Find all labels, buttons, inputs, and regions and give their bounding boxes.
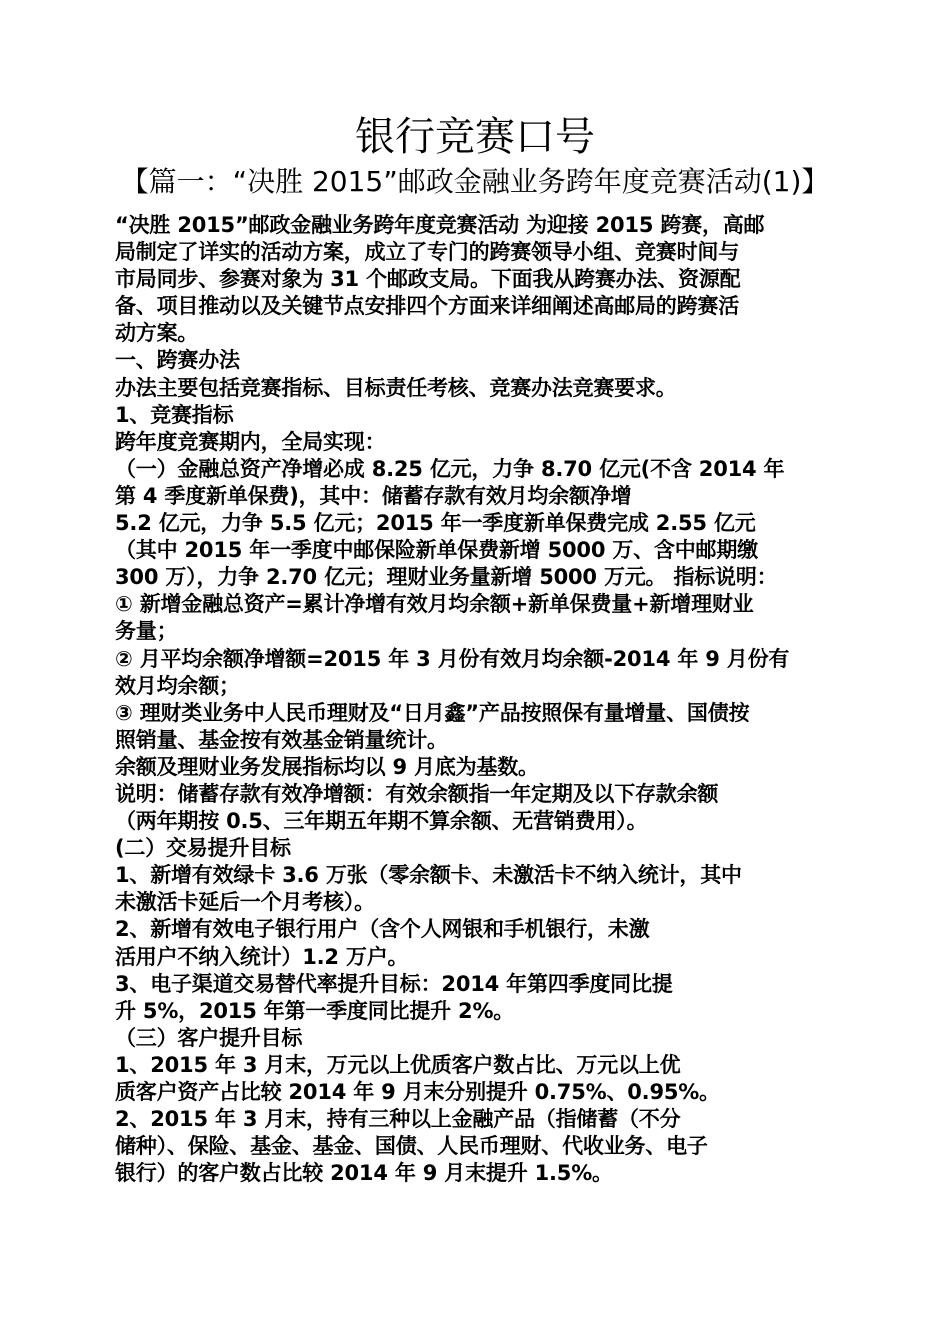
paragraph-line: 1、竞赛指标	[115, 402, 234, 427]
paragraph-line: 储种）、保险、基金、基金、国债、人民币理财、代收业务、电子	[115, 1134, 708, 1159]
paragraph-line: 市局同步、参赛对象为 31 个邮政支局。下面我从跨赛办法、资源配	[115, 267, 741, 292]
paragraph-line: ② 月平均余额净增额=2015 年 3 月份有效月均余额-2014 年 9 月份有	[115, 646, 790, 671]
paragraph-line: 跨年度竞赛期内，全局实现：	[115, 429, 386, 454]
paragraph-line: 余额及理财业务发展指标均以 9 月底为基数。	[115, 754, 539, 779]
paragraph-line: 备、项目推动以及关键节点安排四个方面来详细阐述高邮局的跨赛活	[115, 294, 739, 319]
paragraph-line: 照销量、基金按有效基金销量统计。	[115, 727, 448, 752]
paragraph-line: 银行）的客户数占比较 2014 年 9 月末提升 1.5%。	[115, 1161, 613, 1186]
paragraph-line: 说明：储蓄存款有效净增额：有效余额指一年定期及以下存款余额	[115, 781, 719, 806]
paragraph-line: 第 4 季度新单保费)，其中：储蓄存款有效月均余额净增	[115, 483, 632, 508]
paragraph-line: （其中 2015 年一季度中邮保险新单保费新增 5000 万、含中邮期缴	[115, 538, 758, 563]
paragraph-line: 3、电子渠道交易替代率提升目标：2014 年第四季度同比提	[115, 971, 673, 996]
paragraph-line: 300 万），力争 2.70 亿元；理财业务量新增 5000 万元。 指标说明：	[115, 565, 778, 590]
paragraph-line: （一）金融总资产净增必成 8.25 亿元，力争 8.70 亿元(不含 2014 年	[115, 456, 785, 481]
paragraph-line: 质客户资产占比较 2014 年 9 月末分别提升 0.75%、0.95%。	[115, 1080, 720, 1104]
paragraph-line: ① 新增金融总资产=累计净增有效月均余额+新单保费量+新增理财业	[115, 592, 754, 617]
paragraph-line: 务量；	[115, 619, 178, 644]
document-body	[115, 212, 855, 1187]
document-title: 银行竞赛口号	[355, 114, 595, 160]
paragraph-line: 2、2015 年 3 月末，持有三种以上金融产品（指储蓄（不分	[115, 1107, 681, 1132]
paragraph-line: (二）交易提升目标	[115, 836, 291, 861]
paragraph-line: 局制定了详实的活动方案，成立了专门的跨赛领导小组、竞赛时间与	[115, 240, 739, 265]
paragraph-line: 效月均余额；	[115, 673, 240, 698]
paragraph-line: 5.2 亿元，力争 5.5 亿元；2015 年一季度新单保费完成 2.55 亿元	[115, 511, 756, 536]
paragraph-line: （三）客户提升目标	[115, 1025, 303, 1050]
paragraph-line: 未激活卡延后一个月考核）。	[115, 890, 375, 915]
paragraph-line: 升 5%，2015 年第一季度同比提升 2%。	[115, 998, 515, 1023]
paragraph-line: 1、2015 年 3 月末，万元以上优质客户数占比、万元以上优	[115, 1052, 681, 1077]
paragraph-line: 2、新增有效电子银行用户（含个人网银和手机银行，未激	[115, 917, 650, 942]
paragraph-line: （两年期按 0.5、三年期五年期不算余额、无营销费用）。	[115, 809, 648, 834]
paragraph-line: ③ 理财类业务中人民币理财及“日月鑫”产品按照保有量增量、国债按	[115, 700, 750, 725]
paragraph-line: 办法主要包括竞赛指标、目标责任考核、竞赛办法竞赛要求。	[115, 375, 677, 400]
paragraph-line: “决胜 2015”邮政金融业务跨年度竞赛活动 为迎接 2015 跨赛，高邮	[115, 213, 765, 237]
paragraph-line: 1、新增有效绿卡 3.6 万张（零余额卡、未激活卡不纳入统计，其中	[115, 863, 742, 888]
paragraph-line: 一、跨赛办法	[115, 348, 240, 373]
paragraph-line: 活用户不纳入统计）1.2 万户。	[115, 944, 409, 969]
paragraph-line: 动方案。	[115, 321, 199, 346]
document-subtitle: 【篇一：“决胜 2015”邮政金融业务跨年度竞赛活动(1)】	[120, 165, 830, 198]
